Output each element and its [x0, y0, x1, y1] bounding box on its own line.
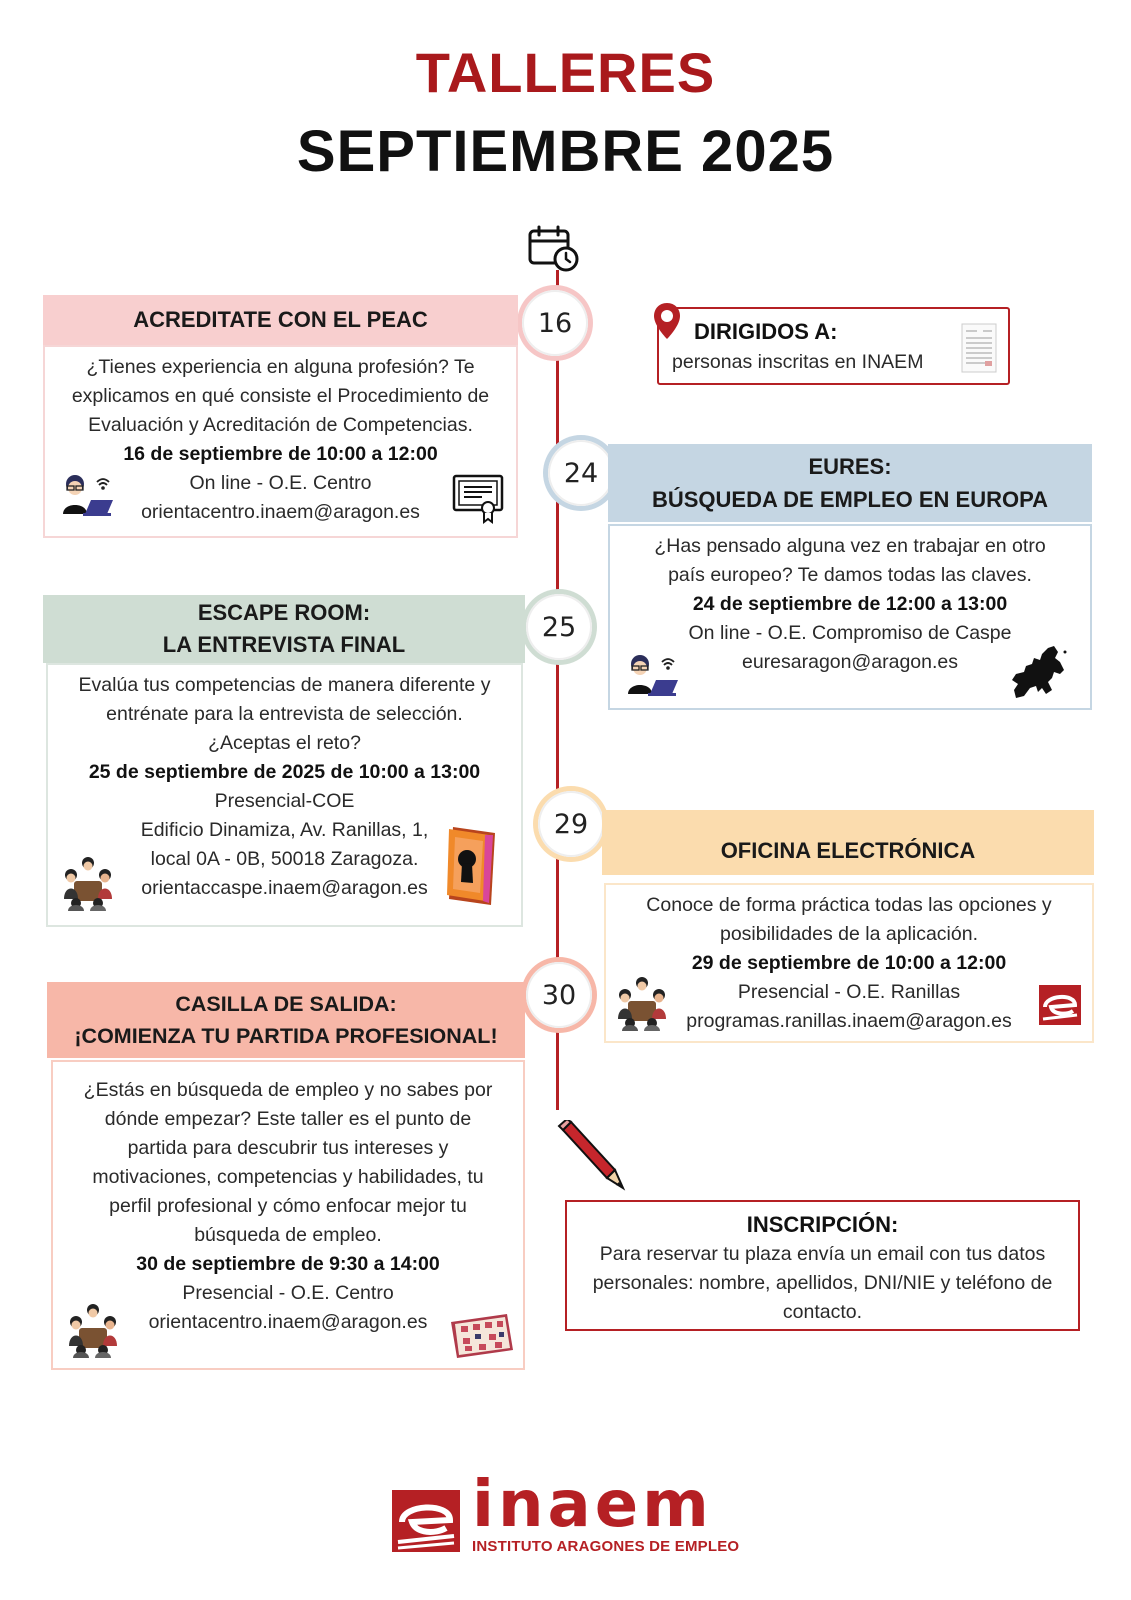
peac-place: On line - O.E. Centro	[189, 472, 372, 494]
oficina-title: OFICINA ELECTRÓNICA	[720, 838, 976, 863]
escape-desc-2: entrénate para la entrevista de selección.	[106, 703, 463, 725]
peac-date: 16 de septiembre de 10:00 a 12:00	[123, 443, 438, 465]
escape-desc-1: Evalúa tus competencias de manera diferente y	[78, 674, 491, 696]
escape-desc-3: ¿Aceptas el reto?	[208, 732, 361, 754]
logo-subtitle: INSTITUTO ARAGONES DE EMPLEO	[472, 1538, 740, 1555]
peac-desc-1: ¿Tienes experiencia en alguna profesión? Te	[86, 356, 475, 378]
casilla-desc-4: motivaciones, competencias y habilidades, tu	[92, 1166, 484, 1188]
pencil-icon	[557, 1120, 627, 1192]
escape-place-3: local 0A - 0B, 50018 Zaragoza.	[150, 848, 419, 870]
logo-name: inaem	[472, 1468, 713, 1542]
day-badge-25: 25	[526, 594, 592, 660]
casilla-header	[47, 982, 525, 1058]
registration-box	[565, 1200, 1080, 1331]
escape-body	[46, 663, 523, 927]
casilla-desc-6: búsqueda de empleo.	[194, 1224, 382, 1246]
eures-desc-1: ¿Has pensado alguna vez en trabajar en otro	[654, 535, 1046, 557]
group-people-icon	[67, 1302, 119, 1358]
casilla-title-1: CASILLA DE SALIDA:	[175, 992, 397, 1016]
group-people-icon	[62, 855, 114, 911]
europe-map-icon	[1008, 644, 1070, 702]
oficina-place: Presencial - O.E. Ranillas	[737, 981, 961, 1003]
document-form-icon	[961, 323, 997, 373]
casilla-date: 30 de septiembre de 9:30 a 14:00	[136, 1253, 440, 1275]
escape-header	[43, 595, 525, 663]
peac-body	[43, 345, 518, 538]
oficina-header	[602, 810, 1094, 875]
page-title: TALLERES	[415, 41, 716, 104]
inaem-logo	[392, 1468, 740, 1555]
online-user-icon	[624, 654, 682, 696]
oficina-desc-1: Conoce de forma práctica todas las opciones y	[646, 894, 1052, 916]
eures-desc-2: país europeo? Te damos todas las claves.	[668, 564, 1032, 586]
registration-line-1: Para reservar tu plaza envía un email con tus datos	[599, 1243, 1046, 1265]
escape-place-1: Presencial-COE	[214, 790, 355, 812]
day-badge-30: 30	[526, 962, 592, 1028]
escape-place-2: Edificio Dinamiza, Av. Ranillas, 1,	[140, 819, 429, 841]
keyhole-icon	[445, 825, 499, 907]
registration-label: INSCRIPCIÓN:	[746, 1212, 899, 1237]
day-badge-29: 29	[538, 791, 604, 857]
eures-email[interactable]: euresaragon@aragon.es	[741, 651, 959, 673]
peac-desc-2: explicamos en qué consiste el Procedimiento de	[71, 385, 490, 407]
calendar-clock-icon	[528, 225, 580, 273]
casilla-body	[51, 1060, 525, 1370]
audience-text: personas inscritas en INAEM	[672, 351, 924, 373]
peac-title: ACREDITATE CON EL PEAC	[133, 307, 428, 332]
day-badge-24: 24	[548, 440, 614, 506]
peac-header	[43, 295, 518, 345]
escape-title-1: ESCAPE ROOM:	[197, 600, 371, 625]
eures-title-2: BÚSQUEDA DE EMPLEO EN EUROPA	[651, 487, 1049, 512]
casilla-desc-2: dónde empezar? Este taller es el punto de	[104, 1108, 472, 1130]
eures-date: 24 de septiembre de 12:00 a 13:00	[692, 593, 1008, 615]
casilla-place: Presencial - O.E. Centro	[182, 1282, 394, 1304]
peac-email[interactable]: orientacentro.inaem@aragon.es	[141, 501, 420, 523]
inaem-e-icon	[1039, 985, 1081, 1025]
day-badge-16: 16	[522, 290, 588, 356]
eures-title-1: EURES:	[808, 454, 892, 479]
certificate-icon	[452, 472, 504, 524]
oficina-date: 29 de septiembre de 10:00 a 12:00	[691, 952, 1007, 974]
eures-body	[608, 524, 1092, 710]
casilla-title-2: ¡COMIENZA TU PARTIDA PROFESIONAL!	[74, 1024, 498, 1048]
audience-label: DIRIGIDOS A:	[694, 319, 838, 344]
oficina-email[interactable]: programas.ranillas.inaem@aragon.es	[686, 1010, 1012, 1032]
oficina-desc-2: posibilidades de la aplicación.	[719, 923, 978, 945]
peac-desc-3: Evaluación y Acreditación de Competencias.	[88, 414, 473, 436]
escape-email[interactable]: orientaccaspe.inaem@aragon.es	[141, 877, 428, 899]
registration-line-3: contacto.	[782, 1301, 863, 1323]
escape-date: 25 de septiembre de 2025 de 10:00 a 13:00	[88, 761, 481, 783]
inaem-e-logo-icon	[392, 1490, 460, 1552]
audience-box	[657, 307, 1010, 385]
escape-title-2: LA ENTREVISTA FINAL	[162, 632, 406, 657]
eures-place: On line - O.E. Compromiso de Caspe	[688, 622, 1012, 644]
board-game-icon	[449, 1312, 515, 1360]
location-pin-icon	[651, 301, 683, 341]
casilla-desc-3: partida para descubrir tus intereses y	[127, 1137, 449, 1159]
eures-header	[608, 444, 1092, 522]
registration-line-2: personales: nombre, apellidos, DNI/NIE y teléfono de	[592, 1272, 1053, 1294]
casilla-email[interactable]: orientacentro.inaem@aragon.es	[148, 1311, 428, 1333]
online-user-icon	[59, 474, 117, 516]
oficina-body	[604, 883, 1094, 1043]
group-people-icon	[616, 975, 668, 1031]
page-subtitle: SEPTIEMBRE 2025	[296, 119, 835, 184]
casilla-desc-1: ¿Estás en búsqueda de empleo y no sabes por	[83, 1079, 493, 1101]
casilla-desc-5: perfil profesional y cómo enfocar mejor tu	[109, 1195, 467, 1217]
